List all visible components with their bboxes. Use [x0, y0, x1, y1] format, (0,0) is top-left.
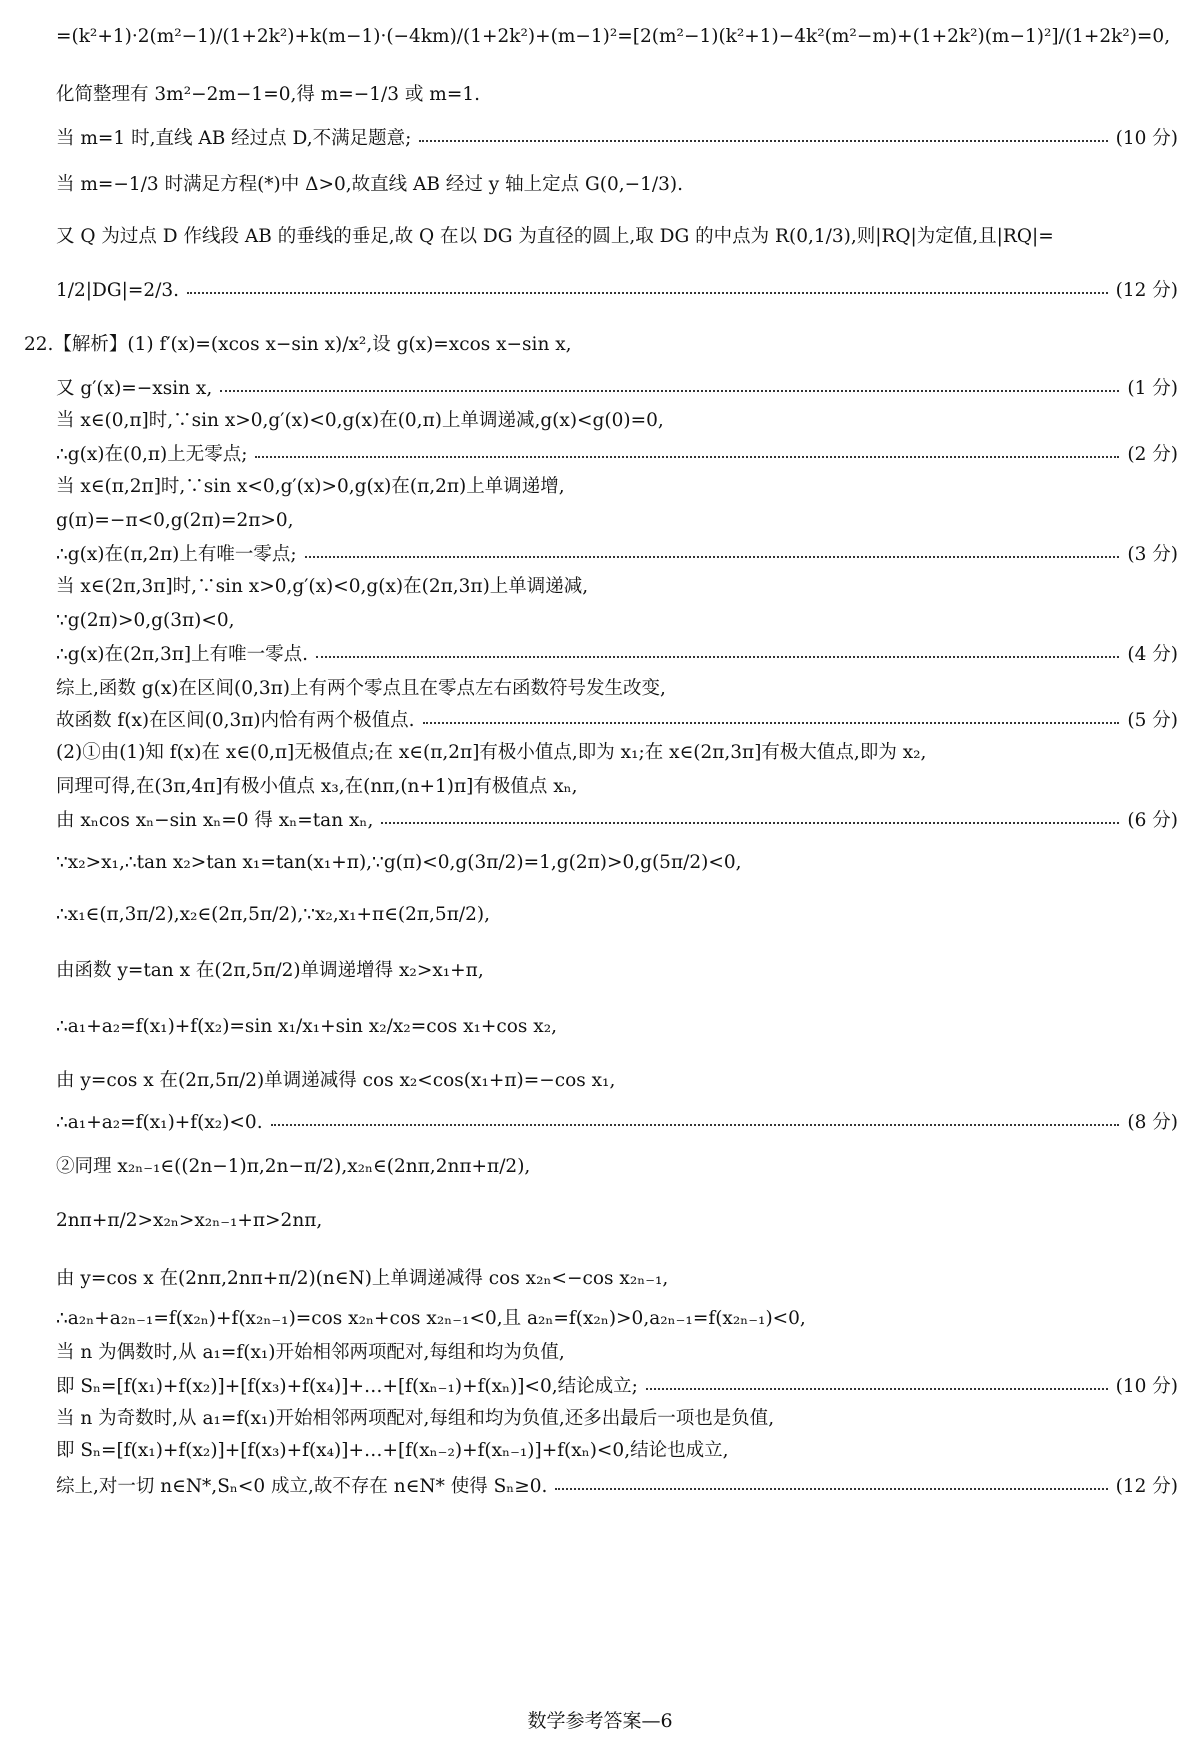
leader-dots: [271, 1124, 1120, 1126]
line-text: ∴a₁+a₂=f(x₁)+f(x₂)<0.: [56, 1112, 263, 1133]
leader-dots: [419, 140, 1107, 142]
score-mark: (2 分): [1127, 444, 1178, 465]
score-mark: (5 分): [1127, 710, 1178, 731]
leader-dots: [187, 292, 1108, 294]
answer-line: [56, 1378, 1178, 1397]
answer-line: [56, 1158, 1178, 1177]
page-footer: 数学参考答案—6: [527, 1710, 673, 1732]
line-text: 化简整理有 3m²−2m−1=0,得 m=−1/3 或 m=1.: [56, 84, 481, 105]
line-text: g(π)=−π<0,g(2π)=2π>0,: [56, 510, 294, 531]
answer-line: [56, 1114, 1178, 1133]
line-text: 又 g′(x)=−xsin x,: [56, 378, 213, 399]
answer-line: [56, 680, 1178, 699]
line-text: 当 x∈(2π,3π]时,∵sin x>0,g′(x)<0,g(x)在(2π,3π)上单调递减,: [56, 576, 589, 597]
line-text: (2)①由(1)知 f(x)在 x∈(0,π]无极值点;在 x∈(π,2π]有极小值点,即为 x₁;在 x∈(2π,3π]有极大值点,即为 x₂,: [56, 742, 927, 763]
answer-line: [56, 612, 1178, 631]
answer-line: [56, 1442, 1178, 1461]
score-mark: (12 分): [1115, 1476, 1178, 1497]
line-text: 即 Sₙ=[f(x₁)+f(x₂)]+[f(x₃)+f(x₄)]+…+[f(xₙ₋₂)+f(xₙ₋₁)]+f(xₙ)<0,结论也成立,: [56, 1440, 729, 1461]
answer-line: [56, 1344, 1178, 1363]
line-text: ∵x₂>x₁,∴tan x₂>tan x₁=tan(x₁+π),∵g(π)<0,g(3π/2)=1,g(2π)>0,g(5π/2)<0,: [56, 852, 742, 873]
line-text: ∴g(x)在(2π,3π]上有唯一零点.: [56, 644, 309, 665]
answer-line: [56, 28, 1178, 47]
line-text: 由 y=cos x 在(2π,5π/2)单调递减得 cos x₂<cos(x₁+π)=−cos x₁,: [56, 1070, 616, 1091]
line-text: 即 Sₙ=[f(x₁)+f(x₂)]+[f(x₃)+f(x₄)]+…+[f(xₙ₋₁)+f(xₙ)]<0,结论成立;: [56, 1376, 638, 1397]
line-text: 当 n 为偶数时,从 a₁=f(x₁)开始相邻两项配对,每组和均为负值,: [56, 1342, 565, 1363]
answer-line: [56, 446, 1178, 465]
answer-line: [56, 812, 1178, 831]
answer-line: [56, 512, 1178, 531]
line-text: ②同理 x₂ₙ₋₁∈((2n−1)π,2n−π/2),x₂ₙ∈(2nπ,2nπ+π/2),: [56, 1156, 531, 1177]
answer-line: [56, 1212, 1178, 1231]
answer-line: [56, 228, 1178, 247]
answer-line: [56, 1478, 1178, 1497]
answer-line: [56, 282, 1178, 301]
line-text: ∴x₁∈(π,3π/2),x₂∈(2π,5π/2),∵x₂,x₁+π∈(2π,5π/2),: [56, 904, 490, 925]
line-text: 当 m=−1/3 时满足方程(*)中 Δ>0,故直线 AB 经过 y 轴上定点 G(0,−1/3).: [56, 174, 683, 195]
line-text: 由 y=cos x 在(2nπ,2nπ+π/2)(n∈N)上单调递减得 cos x₂ₙ<−cos x₂ₙ₋₁,: [56, 1268, 669, 1289]
answer-line: [56, 854, 1178, 873]
line-text: 综上,函数 g(x)在区间(0,3π)上有两个零点且在零点左右函数符号发生改变,: [56, 678, 666, 699]
score-mark: (10 分): [1115, 128, 1178, 149]
answer-line: [56, 412, 1178, 431]
answer-line: [56, 744, 1178, 763]
answer-line: [56, 1410, 1178, 1429]
answer-line: [56, 962, 1178, 981]
leader-dots: [316, 656, 1119, 658]
leader-dots: [555, 1488, 1107, 1490]
answer-line: [56, 86, 1178, 105]
line-text: 当 x∈(π,2π]时,∵sin x<0,g′(x)>0,g(x)在(π,2π)上单调递增,: [56, 476, 565, 497]
answer-line: [56, 380, 1178, 399]
line-text: =(k²+1)·2(m²−1)/(1+2k²)+k(m−1)·(−4km)/(1+2k²)+(m−1)²=[2(m²−1)(k²+1)−4k²(m²−m)+(1+2k²)(m−1)²]/(1+2k²)=0,: [56, 26, 1171, 47]
score-mark: (10 分): [1115, 1376, 1178, 1397]
line-text: ∴a₁+a₂=f(x₁)+f(x₂)=sin x₁/x₁+sin x₂/x₂=cos x₁+cos x₂,: [56, 1016, 558, 1037]
line-text: ∴a₂ₙ+a₂ₙ₋₁=f(x₂ₙ)+f(x₂ₙ₋₁)=cos x₂ₙ+cos x₂ₙ₋₁<0,且 a₂ₙ=f(x₂ₙ)>0,a₂ₙ₋₁=f(x₂ₙ₋₁)<0,: [56, 1308, 806, 1329]
line-text: 当 n 为奇数时,从 a₁=f(x₁)开始相邻两项配对,每组和均为负值,还多出最后一项也是负值,: [56, 1408, 775, 1429]
answer-line: [56, 176, 1178, 195]
score-mark: (4 分): [1127, 644, 1178, 665]
line-text: 当 x∈(0,π]时,∵sin x>0,g′(x)<0,g(x)在(0,π)上单调递减,g(x)<g(0)=0,: [56, 410, 664, 431]
line-text: ∴g(x)在(0,π)上无零点;: [56, 444, 248, 465]
leader-dots: [220, 390, 1119, 392]
leader-dots: [305, 556, 1120, 558]
line-text: 综上,对一切 n∈N*,Sₙ<0 成立,故不存在 n∈N* 使得 Sₙ≥0.: [56, 1476, 548, 1497]
answer-line: [56, 1270, 1178, 1289]
answer-line: [56, 906, 1178, 925]
line-text: ∴g(x)在(π,2π)上有唯一零点;: [56, 544, 297, 565]
line-text: 2nπ+π/2>x₂ₙ>x₂ₙ₋₁+π>2nπ,: [56, 1210, 323, 1231]
answer-line: [56, 778, 1178, 797]
line-text: ∵g(2π)>0,g(3π)<0,: [56, 610, 235, 631]
answer-line: [56, 546, 1178, 565]
line-text: 故函数 f(x)在区间(0,3π)内恰有两个极值点.: [56, 710, 415, 731]
score-mark: (1 分): [1127, 378, 1178, 399]
answer-line: [56, 646, 1178, 665]
answer-line: [56, 1018, 1178, 1037]
leader-dots: [255, 456, 1119, 458]
leader-dots: [646, 1388, 1108, 1390]
answer-line: [56, 578, 1178, 597]
line-text: 由函数 y=tan x 在(2π,5π/2)单调递增得 x₂>x₁+π,: [56, 960, 484, 981]
line-text: 1/2|DG|=2/3.: [56, 280, 180, 301]
line-text: 22.【解析】(1) f′(x)=(xcos x−sin x)/x²,设 g(x)=xcos x−sin x,: [24, 334, 572, 355]
leader-dots: [423, 722, 1120, 724]
line-text: 当 m=1 时,直线 AB 经过点 D,不满足题意;: [56, 128, 412, 149]
answer-line: [56, 1310, 1178, 1329]
leader-dots: [381, 822, 1119, 824]
line-text: 同理可得,在(3π,4π]有极小值点 x₃,在(nπ,(n+1)π]有极值点 xₙ,: [56, 776, 578, 797]
answer-line: [24, 336, 1178, 355]
score-mark: (3 分): [1127, 544, 1178, 565]
answer-line: [56, 712, 1178, 731]
answer-line: [56, 1072, 1178, 1091]
score-mark: (6 分): [1127, 810, 1178, 831]
score-mark: (12 分): [1115, 280, 1178, 301]
answer-line: [56, 130, 1178, 149]
score-mark: (8 分): [1127, 1112, 1178, 1133]
answer-line: [56, 478, 1178, 497]
line-text: 又 Q 为过点 D 作线段 AB 的垂线的垂足,故 Q 在以 DG 为直径的圆上,取 DG 的中点为 R(0,1/3),则|RQ|为定值,且|RQ|=: [56, 226, 1054, 247]
line-text: 由 xₙcos xₙ−sin xₙ=0 得 xₙ=tan xₙ,: [56, 810, 374, 831]
